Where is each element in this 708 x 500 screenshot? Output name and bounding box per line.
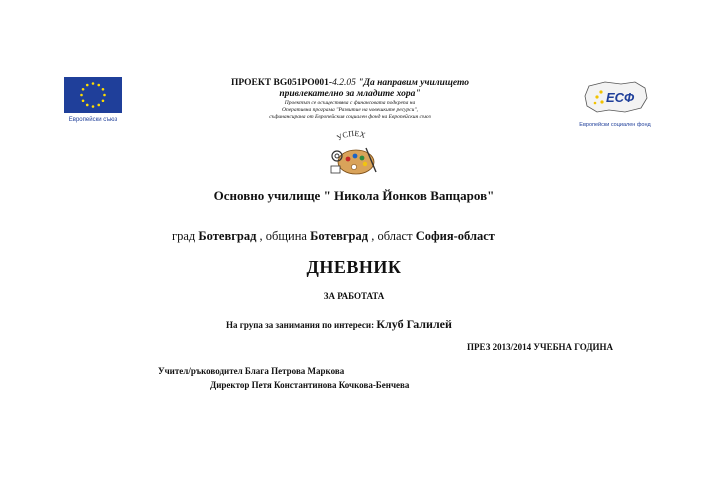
club-name: Клуб Галилей <box>376 317 452 331</box>
palette-icon <box>326 126 382 178</box>
region-prefix: , област <box>368 229 416 243</box>
eu-star-icon <box>92 82 95 85</box>
director-line: Директор Петя Константинова Кочкова-Бенчева <box>210 380 410 390</box>
eu-star-icon <box>82 88 85 91</box>
eu-logo <box>64 77 122 125</box>
diary-subtitle: ЗА РАБОТАТА <box>323 291 385 301</box>
esf-caption: Европейски социален фонд <box>579 122 651 128</box>
teacher-line: Учител/ръководител Блага Петрова Маркова <box>158 366 345 376</box>
eu-star-icon <box>82 99 85 102</box>
fund-line-1: Проектът се осъществява с финансовата подкрепа на <box>284 100 416 106</box>
school-name: Основно училище " Никола Йонков Вапцаров" <box>213 188 495 203</box>
municipality: Ботевград <box>310 229 369 243</box>
eu-stars-icon <box>64 77 122 113</box>
diary-title: ДНЕВНИК <box>306 257 402 277</box>
group-line <box>226 317 452 332</box>
location-line <box>172 229 495 244</box>
project-code-suffix: 4.2.05 <box>332 78 356 88</box>
eu-star-icon <box>80 94 83 97</box>
municipality-prefix: , община <box>256 229 311 243</box>
eu-star-icon <box>86 84 89 87</box>
esf-text: ЕСФ <box>606 90 635 105</box>
uspeh-logo <box>326 126 382 178</box>
project-header <box>200 78 500 121</box>
eu-star-icon <box>92 105 95 108</box>
region: София-област <box>415 229 495 243</box>
eu-flag-icon <box>64 77 122 113</box>
eu-star-icon <box>102 88 105 91</box>
bulgaria-map-icon <box>575 78 655 116</box>
eu-star-icon <box>86 104 89 107</box>
fund-line-2: Оперативна програма "Развитие на човешките ресурси", <box>281 107 419 113</box>
project-title <box>200 78 500 89</box>
esf-logo <box>575 78 655 126</box>
group-prefix: На група за занимания по интереси: <box>226 320 377 330</box>
project-subtitle: привлекателно за младите хора" <box>279 89 421 99</box>
school-year: ПРЕЗ 2013/2014 УЧЕБНА ГОДИНА <box>467 342 614 352</box>
eu-star-icon <box>97 84 100 87</box>
eu-star-icon <box>97 104 100 107</box>
city: Ботевград <box>198 229 257 243</box>
eu-caption: Европейски съюз <box>68 117 118 123</box>
eu-star-icon <box>102 99 105 102</box>
eu-star-icon <box>103 94 106 97</box>
city-prefix: град <box>172 229 199 243</box>
project-code: ПРОЕКТ BG051PO001- <box>231 78 333 88</box>
fund-line-3: съфинансирана от Европейския социален фонд на Европейския съюз <box>269 114 431 120</box>
uspeh-text: УСПЕХ <box>335 128 367 143</box>
project-title-quote: "Да направим училището <box>355 78 469 88</box>
